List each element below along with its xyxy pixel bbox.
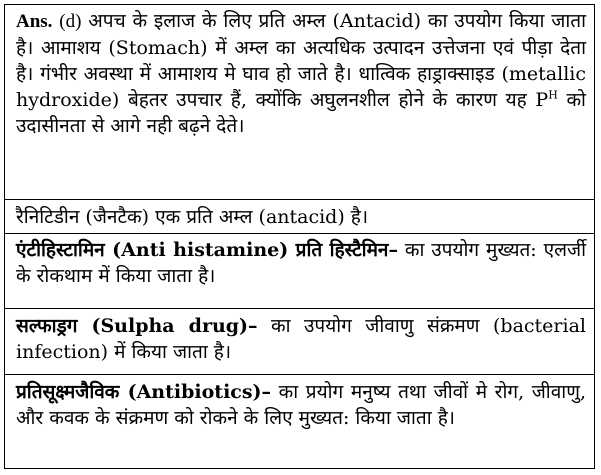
ranitidine-text: रैनिटिडीन (जैनटैक) एक प्रति अम्ल (antacid) है। bbox=[16, 206, 369, 228]
answer-paragraph bbox=[5, 8, 594, 139]
antihistamine-term: एंटीहिस्टामिन (Anti histamine) प्रति हिस्टैमिन– bbox=[16, 239, 398, 261]
sulpha-drug-description: का उपयोग जीवाणु संक्रमण (bacterial infection) में किया जाता है। bbox=[16, 315, 586, 363]
divider bbox=[5, 199, 594, 200]
divider bbox=[5, 308, 594, 309]
sulpha-drug-term: सल्फाड्रग (Sulpha drug)– bbox=[16, 315, 258, 337]
answer-label: Ans. bbox=[16, 11, 53, 32]
divider bbox=[5, 374, 594, 375]
divider bbox=[5, 233, 594, 234]
answer-text: अपच के इलाज के लिए प्रति अम्ल (Antacid) का उपयोग किया जाता है। आमाशय (Stomach) में अम्ल का अत्यधिक उत्पादन उत्तेजना एवं पीड़ा देता है। गंभीर अवस्था में आमाशय मे घाव हो जाते है। धात्विक हाड्राक्साइड (metallic hydroxide) बेहतर उपचार हैं, क्योंकि अघुलनशील होने के कारण यह P bbox=[16, 10, 587, 111]
antihistamine-description: का उपयोग मुख्यत: एलर्जी के रोकथाम में किया जाता है। bbox=[16, 239, 586, 287]
antibiotics-description: का प्रयोग मनुष्य तथा जीवों मे रोग, जीवाणु, और कवक के संक्रमण को रोकने के लिए मुख्यत: किया जाता है। bbox=[16, 381, 586, 429]
antihistamine-paragraph bbox=[5, 237, 594, 289]
answer-option: (d) bbox=[59, 11, 82, 32]
antibiotics-paragraph bbox=[5, 379, 594, 431]
answer-box bbox=[4, 4, 595, 469]
sulpha-drug-paragraph bbox=[5, 313, 594, 365]
ph-superscript: H bbox=[548, 88, 558, 102]
antibiotics-term: प्रतिसूक्ष्मजैविक (Antibiotics)– bbox=[16, 381, 272, 403]
ranitidine-paragraph bbox=[5, 204, 594, 230]
answer-text-continued: को उदासीनता से आगे नही बढ़ने देते। bbox=[16, 89, 586, 137]
